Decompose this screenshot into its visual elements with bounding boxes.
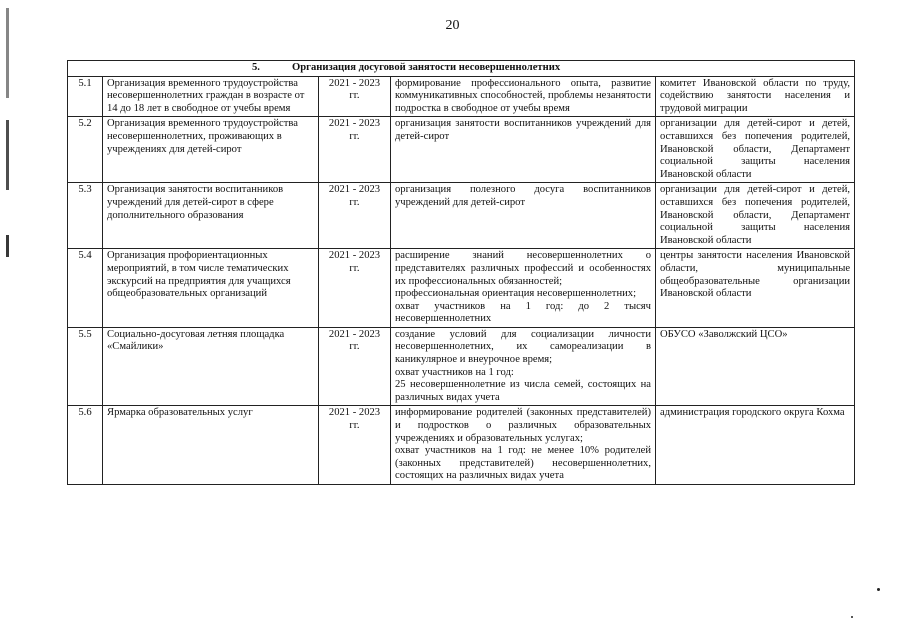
table-row	[68, 117, 855, 183]
row-period: 2021 - 2023 гг.	[319, 249, 391, 328]
row-period: 2021 - 2023 гг.	[319, 76, 391, 117]
row-activity: Организация занятости воспитанников учреждений для детей-сирот в сфере дополнительного образования	[103, 183, 319, 249]
measures-table	[67, 60, 855, 485]
row-result: организация полезного досуга воспитанников учреждений для детей-сирот	[391, 183, 656, 249]
section-header	[68, 61, 855, 77]
row-number: 5.3	[68, 183, 103, 249]
row-period: 2021 - 2023 гг.	[319, 327, 391, 406]
table-row	[68, 327, 855, 406]
row-activity: Организация временного трудоустройства несовершеннолетних, проживающих в учреждениях для детей-сирот	[103, 117, 319, 183]
scan-speck	[851, 616, 853, 618]
row-responsible: ОБУСО «Заволжский ЦСО»	[656, 327, 855, 406]
table-row	[68, 249, 855, 328]
row-number: 5.4	[68, 249, 103, 328]
section-number: 5.	[252, 62, 260, 73]
row-number: 5.1	[68, 76, 103, 117]
row-activity: Организация профориентационных мероприятий, в том числе тематических экскурсий на предприятия для учащихся общеобразовательных организаций	[103, 249, 319, 328]
row-responsible: организации для детей-сирот и детей, оставшихся без попечения родителей, Ивановской области, Департамент социальной защиты населения Ивановской области	[656, 117, 855, 183]
scan-binding-marks	[0, 0, 14, 640]
row-activity: Организация временного трудоустройства несовершеннолетних граждан в возрасте от 14 до 18 лет в свободное от учебы время	[103, 76, 319, 117]
row-responsible: центры занятости населения Ивановской области, муниципальные общеобразовательные организации Ивановской области	[656, 249, 855, 328]
row-result: расширение знаний несовершеннолетних о представителях различных профессий и особенностях их профессиональных обязанностей; профессиональная ориентация несовершеннолетних; охват участников на 1 год: до 2 тысяч несовершеннолетних	[391, 249, 656, 328]
row-responsible: комитет Ивановской области по труду, содействию занятости населения и трудовой миграции	[656, 76, 855, 117]
row-result: организация занятости воспитанников учреждений для детей-сирот	[391, 117, 656, 183]
table-row	[68, 406, 855, 485]
row-result: формирование профессионального опыта, развитие коммуникативных способностей, проблемы незанятости подростка в свободное от учебы время	[391, 76, 656, 117]
row-activity: Социально-досуговая летняя площадка «Смайлики»	[103, 327, 319, 406]
row-activity: Ярмарка образовательных услуг	[103, 406, 319, 485]
row-period: 2021 - 2023 гг.	[319, 117, 391, 183]
row-period: 2021 - 2023 гг.	[319, 406, 391, 485]
row-result: информирование родителей (законных представителей) и подростков о различных образовательных учреждениях и образовательных услугах; охват участников на 1 год: не менее 10% родителей (законных представителей) несовершеннолетних, состоящих на различных видах учета	[391, 406, 656, 485]
row-responsible: администрация городского округа Кохма	[656, 406, 855, 485]
table-row	[68, 76, 855, 117]
row-result: создание условий для социализации личности несовершеннолетних, их самореализации в каникулярное и внеурочное время; охват участников на 1 год: 25 несовершеннолетние из числа семей, состоящих на различных видах учета	[391, 327, 656, 406]
row-period: 2021 - 2023 гг.	[319, 183, 391, 249]
row-number: 5.5	[68, 327, 103, 406]
section-title: Организация досуговой занятости несовершеннолетних	[292, 62, 561, 73]
table-row	[68, 183, 855, 249]
page-number: 20	[445, 18, 460, 33]
row-number: 5.2	[68, 117, 103, 183]
section-header-row	[68, 61, 855, 77]
row-number: 5.6	[68, 406, 103, 485]
row-responsible: организации для детей-сирот и детей, оставшихся без попечения родителей, Ивановской области, Департамент социальной защиты населения Ивановской области	[656, 183, 855, 249]
scan-speck	[877, 588, 880, 591]
